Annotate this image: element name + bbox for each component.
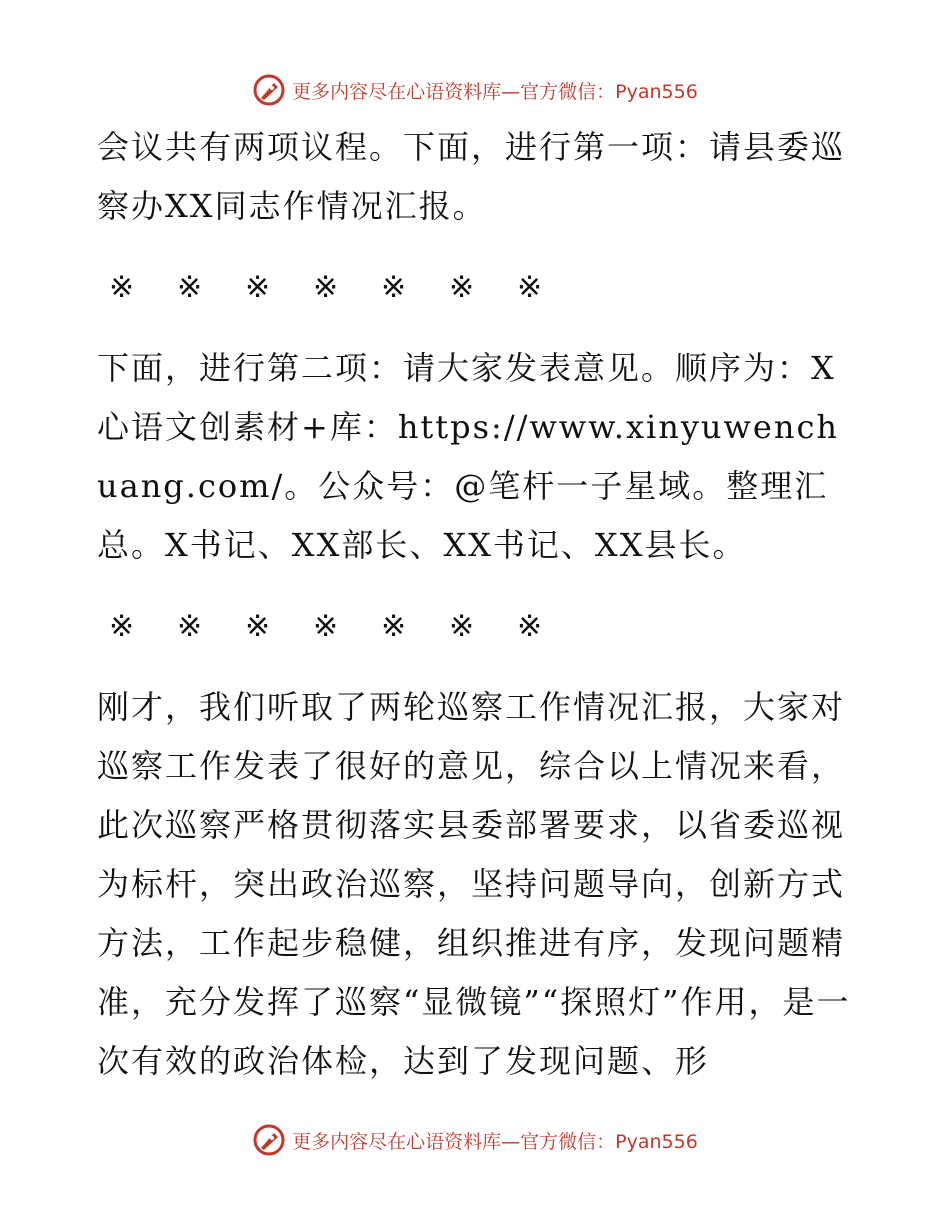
watermark-handle: Pyan556 bbox=[615, 80, 698, 103]
separator-mark: ※ bbox=[381, 609, 407, 644]
separator-row bbox=[97, 258, 857, 317]
separator-mark: ※ bbox=[449, 609, 475, 644]
separator-mark: ※ bbox=[177, 270, 203, 305]
footer-watermark bbox=[0, 1120, 950, 1160]
paragraph-agenda: 会议共有两项议程。下面，进行第一项：请县委巡察办XX同志作情况汇报。 bbox=[97, 128, 846, 225]
watermark-text: 更多内容尽在心语资料库—官方微信：Pyan556 bbox=[292, 1130, 698, 1153]
separator-mark: ※ bbox=[517, 270, 543, 305]
separator-mark: ※ bbox=[109, 270, 135, 305]
separator-mark: ※ bbox=[245, 609, 271, 644]
watermark-handle: Pyan556 bbox=[615, 1130, 698, 1153]
document-body bbox=[97, 118, 857, 1091]
separator-mark: ※ bbox=[313, 609, 339, 644]
separator-mark: ※ bbox=[381, 270, 407, 305]
watermark-text: 更多内容尽在心语资料库—官方微信：Pyan556 bbox=[292, 80, 698, 103]
separator-row bbox=[97, 597, 857, 656]
header-watermark bbox=[0, 70, 950, 110]
separator-mark: ※ bbox=[313, 270, 339, 305]
paragraph-summary: 刚才，我们听取了两轮巡察工作情况汇报，大家对巡察工作发表了很好的意见，综合以上情况来看，此次巡察严格贯彻落实县委部署要求，以省委巡视为标杆，突出政治巡察，坚持问题导向，创新方式方法，工作起步稳健，组织推进有序，发现问题精准，充分发挥了巡察“显微镜”“探照灯”作用，是一次有效的政治体检，达到了发现问题、形 bbox=[97, 688, 851, 1080]
separator-mark: ※ bbox=[109, 609, 135, 644]
separator-mark: ※ bbox=[245, 270, 271, 305]
paragraph-second-item: 下面，进行第二项：请大家发表意见。顺序为：X心语文创素材+库：https://www.xinyuwenchuang.com/。公众号：@笔杆一子星域。整理汇总。X书记、XX部长、XX书记、XX县长。 bbox=[97, 349, 839, 564]
separator-mark: ※ bbox=[517, 609, 543, 644]
pen-nib-icon bbox=[252, 1123, 286, 1157]
pen-nib-icon bbox=[252, 73, 286, 107]
separator-mark: ※ bbox=[177, 609, 203, 644]
separator-mark: ※ bbox=[449, 270, 475, 305]
